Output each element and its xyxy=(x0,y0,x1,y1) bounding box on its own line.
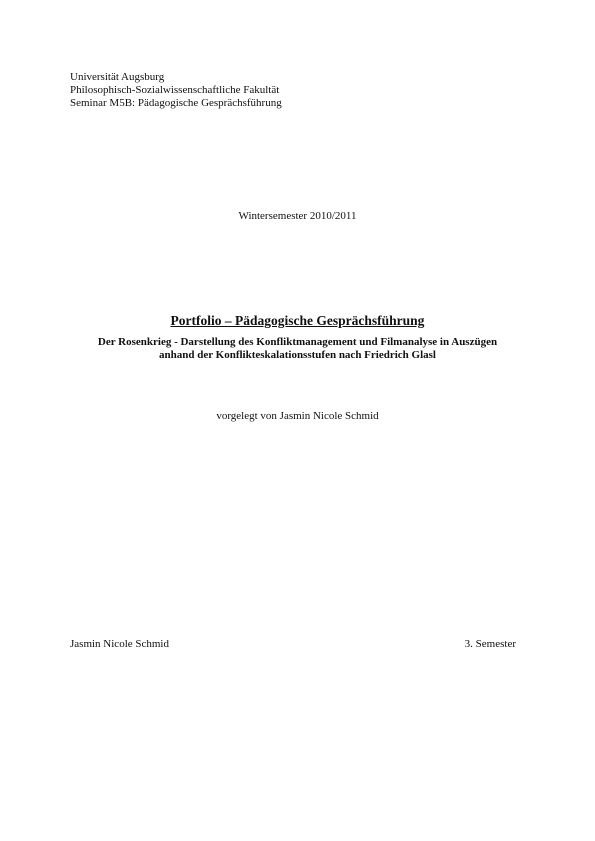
document-title: Portfolio – Pädagogische Gesprächsführung xyxy=(170,313,425,328)
seminar-name: Seminar M5B: Pädagogische Gesprächsführung xyxy=(70,97,282,109)
subtitle-line-2: anhand der Konflikteskalationsstufen nach Friedrich Glasl xyxy=(159,349,436,361)
presented-by: vorgelegt von Jasmin Nicole Schmid xyxy=(216,410,379,422)
semester-label: Wintersemester 2010/2011 xyxy=(238,210,357,222)
footer-author: Jasmin Nicole Schmid xyxy=(70,638,169,650)
subtitle-line-1: Der Rosenkrieg - Darstellung des Konfliktmanagement und Filmanalyse in Auszügen xyxy=(97,336,498,348)
document-subtitle xyxy=(0,336,595,362)
faculty-name: Philosophisch-Sozialwissenschaftliche Fakultät xyxy=(70,84,280,96)
university-name: Universität Augsburg xyxy=(70,71,165,83)
footer-semester: 3. Semester xyxy=(464,638,516,650)
institution-header xyxy=(70,71,282,110)
